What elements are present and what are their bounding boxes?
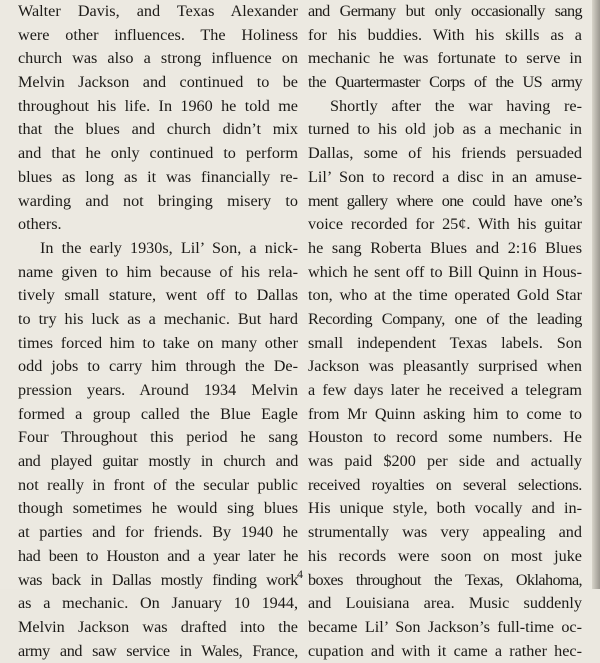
text-line: ment gallery where one could have one’s: [308, 191, 582, 210]
text-line: Jackson was pleasantly surprised when: [308, 357, 582, 376]
text-line: turned to his old job as a mechanic in: [308, 120, 582, 139]
text-line: at parties and for friends. By 1940 he: [18, 523, 298, 542]
text-line: ton, who at the time operated Gold Star: [308, 286, 582, 305]
text-line: others.: [18, 215, 62, 234]
text-line: and played guitar mostly in church and: [18, 452, 298, 471]
left-text-column: [18, 0, 298, 663]
right-text-column: [308, 0, 582, 663]
text-line: received royalties on several selections.: [308, 475, 582, 494]
text-line: Melvin Jackson and continued to be: [18, 73, 298, 92]
text-line: odd jobs to carry him through the De-: [18, 357, 298, 376]
page-number: 4: [297, 567, 303, 581]
text-line: boxes throughout the Texas, Oklahoma,: [308, 570, 582, 589]
text-line: he sang Roberta Blues and 2:16 Blues: [308, 238, 582, 257]
text-line: and Germany but only occasionally sang: [308, 2, 582, 20]
text-line: church was also a strong influence on: [18, 49, 298, 68]
text-line: and that he only continued to perform: [18, 144, 298, 163]
text-line: times forced him to take on many other: [18, 333, 298, 352]
text-line: mechanic he was fortunate to serve in: [308, 49, 582, 68]
text-line: was back in Dallas mostly finding work: [18, 570, 298, 589]
text-line: strumentally was very appealing and: [308, 523, 582, 542]
text-line: as a mechanic. On January 10 1944,: [18, 594, 298, 613]
text-line: became Lil’ Son Jackson’s full-time oc-: [308, 617, 582, 636]
text-line: and Louisiana area. Music suddenly: [308, 594, 582, 613]
text-line: In the early 1930s, Lil’ Son, a nick-: [40, 238, 298, 257]
text-line: Dallas, some of his friends persuaded: [308, 144, 582, 163]
text-line: to try his luck as a mechanic. But hard: [18, 309, 298, 328]
text-line: tively small stature, went off to Dallas: [18, 286, 298, 305]
text-line: Houston to record some numbers. He: [308, 428, 582, 447]
text-line: though sometimes he would sing blues: [18, 499, 298, 518]
text-line: that the blues and church didn’t mix: [18, 120, 298, 139]
text-line: his records were soon on most juke: [308, 546, 582, 565]
text-line: warding and not bringing misery to: [18, 191, 298, 210]
text-line: voice recorded for 25¢. With his guitar: [308, 215, 582, 234]
text-line: not really in front of the secular public: [18, 475, 298, 494]
text-line: army and saw service in Wales, France,: [18, 641, 298, 660]
text-line: Lil’ Son to record a disc in an amuse-: [308, 167, 582, 186]
text-line: formed a group called the Blue Eagle: [18, 404, 298, 423]
text-line: blues as long as it was financially re-: [18, 167, 298, 186]
text-line: Shortly after the war having re-: [330, 96, 582, 115]
text-line: name given to him because of his rela-: [18, 262, 298, 281]
text-line: pression years. Around 1934 Melvin: [18, 381, 298, 399]
text-line: throughout his life. In 1960 he told me: [18, 96, 298, 115]
text-line: for his buddies. With his skills as a: [308, 25, 582, 44]
text-line: from Mr Quinn asking him to come to: [308, 404, 582, 423]
text-line: had been to Houston and a year later he: [18, 546, 298, 565]
page-edge-shadow: [592, 0, 600, 589]
text-line: were other influences. The Holiness: [18, 25, 298, 44]
text-line: was paid $200 per side and actually: [308, 452, 582, 471]
text-line: a few days later he received a telegram: [308, 381, 582, 399]
text-line: Melvin Jackson was drafted into the: [18, 617, 298, 636]
text-line: Recording Company, one of the leading: [308, 309, 582, 328]
text-line: the Quartermaster Corps of the US army: [308, 73, 582, 92]
text-line: Four Throughout this period he sang: [18, 428, 298, 447]
text-line: which he sent off to Bill Quinn in Hous-: [308, 262, 582, 281]
text-line: cupation and with it came a rather hec-: [308, 641, 582, 660]
text-line: small independent Texas labels. Son: [308, 333, 582, 352]
text-line: Walter Davis, and Texas Alexander: [18, 2, 298, 20]
text-line: His unique style, both vocally and in-: [308, 499, 582, 518]
